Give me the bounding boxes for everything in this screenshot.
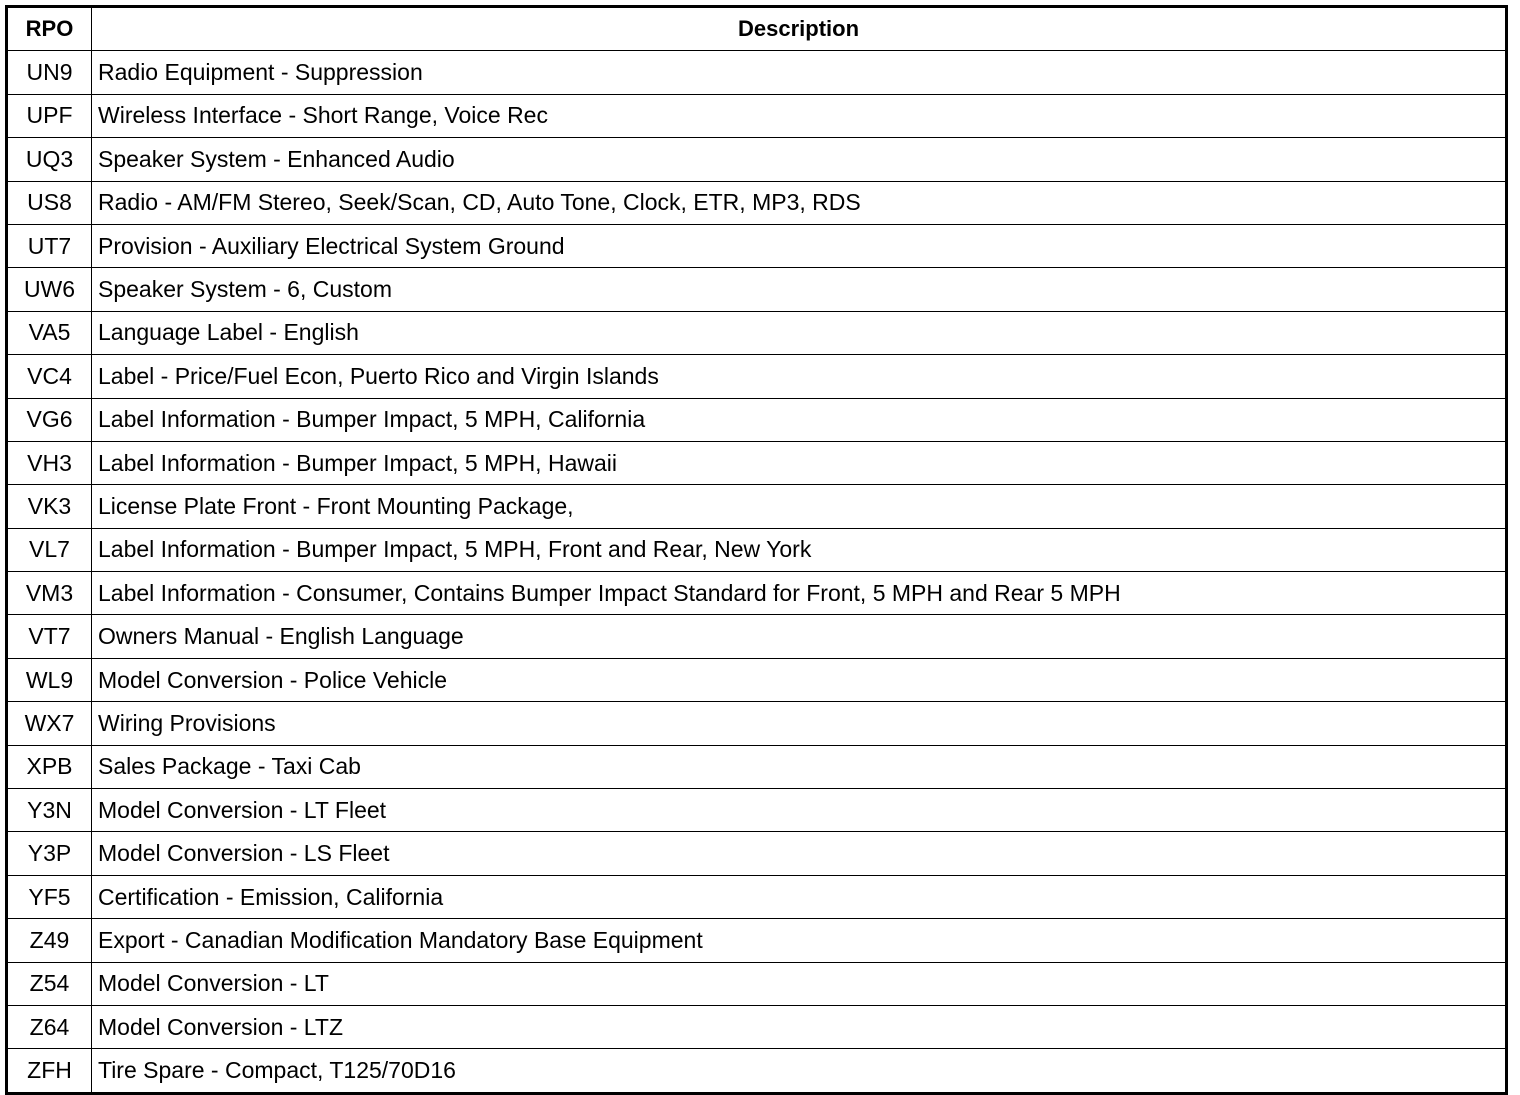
rpo-code: VK3 (7, 485, 92, 528)
rpo-description: Provision - Auxiliary Electrical System Ground (92, 224, 1507, 267)
table-row (7, 268, 1507, 311)
rpo-description: Wiring Provisions (92, 702, 1507, 745)
rpo-description: Label Information - Bumper Impact, 5 MPH, Front and Rear, New York (92, 528, 1507, 571)
rpo-code: VT7 (7, 615, 92, 658)
rpo-code: UW6 (7, 268, 92, 311)
rpo-description: Language Label - English (92, 311, 1507, 354)
rpo-description: Radio - AM/FM Stereo, Seek/Scan, CD, Auto Tone, Clock, ETR, MP3, RDS (92, 181, 1507, 224)
table-row (7, 615, 1507, 658)
rpo-code: Z49 (7, 919, 92, 962)
rpo-code: Y3P (7, 832, 92, 875)
table-row (7, 962, 1507, 1005)
rpo-description: Label Information - Consumer, Contains Bumper Impact Standard for Front, 5 MPH and Rear 5 MPH (92, 572, 1507, 615)
table-row (7, 485, 1507, 528)
table-row (7, 702, 1507, 745)
rpo-description: Certification - Emission, California (92, 875, 1507, 918)
table-row (7, 658, 1507, 701)
table-row (7, 789, 1507, 832)
rpo-code: XPB (7, 745, 92, 788)
rpo-description: Sales Package - Taxi Cab (92, 745, 1507, 788)
table-row (7, 1005, 1507, 1048)
rpo-description: Export - Canadian Modification Mandatory Base Equipment (92, 919, 1507, 962)
table-row (7, 181, 1507, 224)
table-row (7, 528, 1507, 571)
rpo-description: Model Conversion - LT Fleet (92, 789, 1507, 832)
table-row (7, 572, 1507, 615)
rpo-code: UT7 (7, 224, 92, 267)
rpo-description: Model Conversion - LT (92, 962, 1507, 1005)
rpo-code: VL7 (7, 528, 92, 571)
rpo-table (5, 5, 1508, 1095)
rpo-code: YF5 (7, 875, 92, 918)
rpo-code: ZFH (7, 1049, 92, 1093)
rpo-code: Z64 (7, 1005, 92, 1048)
rpo-code: UN9 (7, 51, 92, 94)
rpo-description: Radio Equipment - Suppression (92, 51, 1507, 94)
rpo-code: VA5 (7, 311, 92, 354)
table-row (7, 51, 1507, 94)
rpo-description: Owners Manual - English Language (92, 615, 1507, 658)
rpo-code: VG6 (7, 398, 92, 441)
table-row (7, 832, 1507, 875)
table-row (7, 1049, 1507, 1093)
rpo-description: Label Information - Bumper Impact, 5 MPH, Hawaii (92, 441, 1507, 484)
rpo-code: VM3 (7, 572, 92, 615)
rpo-description: License Plate Front - Front Mounting Package, (92, 485, 1507, 528)
header-row (7, 7, 1507, 51)
table-row (7, 919, 1507, 962)
table-row (7, 441, 1507, 484)
rpo-code: UQ3 (7, 138, 92, 181)
rpo-description: Label Information - Bumper Impact, 5 MPH, California (92, 398, 1507, 441)
table-row (7, 355, 1507, 398)
rpo-description: Label - Price/Fuel Econ, Puerto Rico and Virgin Islands (92, 355, 1507, 398)
table-row (7, 138, 1507, 181)
rpo-code: VH3 (7, 441, 92, 484)
rpo-code: US8 (7, 181, 92, 224)
rpo-description: Tire Spare - Compact, T125/70D16 (92, 1049, 1507, 1093)
rpo-code: WX7 (7, 702, 92, 745)
table-row (7, 311, 1507, 354)
table-row (7, 745, 1507, 788)
header-rpo: RPO (7, 7, 92, 51)
rpo-code: WL9 (7, 658, 92, 701)
table-row (7, 224, 1507, 267)
table-row (7, 94, 1507, 137)
table-row (7, 875, 1507, 918)
rpo-description: Speaker System - 6, Custom (92, 268, 1507, 311)
table-row (7, 398, 1507, 441)
rpo-description: Speaker System - Enhanced Audio (92, 138, 1507, 181)
rpo-code: UPF (7, 94, 92, 137)
rpo-description: Wireless Interface - Short Range, Voice Rec (92, 94, 1507, 137)
rpo-description: Model Conversion - Police Vehicle (92, 658, 1507, 701)
rpo-description: Model Conversion - LTZ (92, 1005, 1507, 1048)
rpo-code: VC4 (7, 355, 92, 398)
rpo-description: Model Conversion - LS Fleet (92, 832, 1507, 875)
rpo-code: Z54 (7, 962, 92, 1005)
header-description: Description (92, 7, 1507, 51)
rpo-code: Y3N (7, 789, 92, 832)
